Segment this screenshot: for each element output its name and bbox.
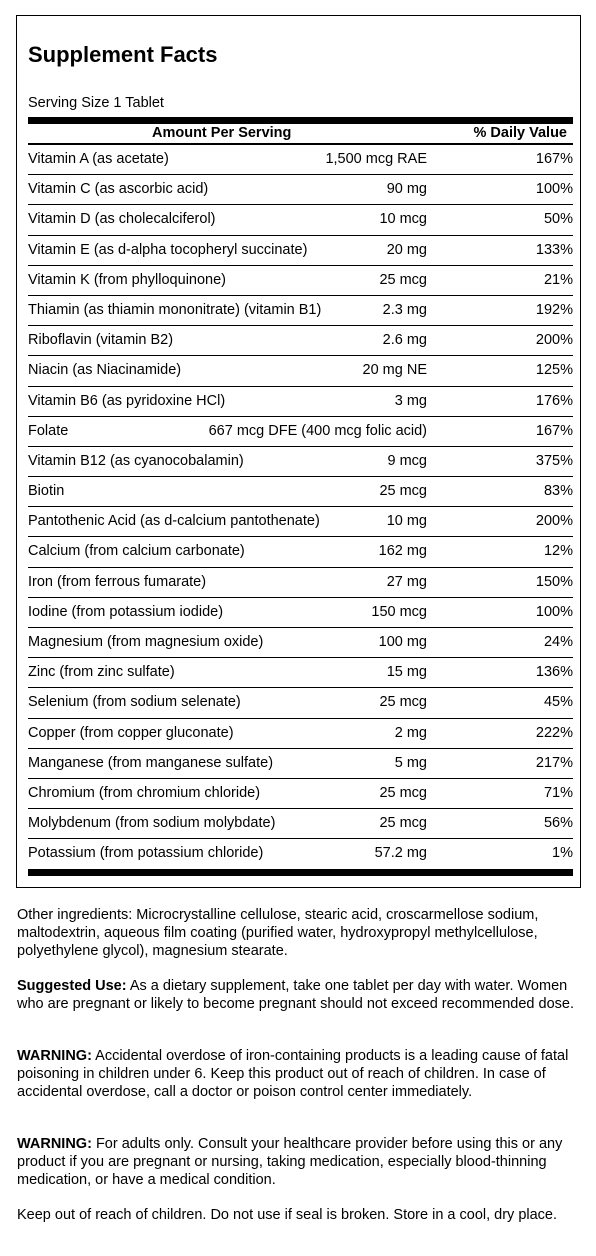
- nutrient-daily-value: 222%: [535, 724, 573, 741]
- table-row: [28, 779, 573, 809]
- table-row: [28, 447, 573, 477]
- nutrient-daily-value: 45%: [543, 694, 573, 711]
- nutrient-name: Biotin: [28, 483, 65, 500]
- table-row: [28, 749, 573, 779]
- warning-adults: [17, 1135, 582, 1189]
- nutrient-amount: 20 mg NE: [362, 362, 427, 379]
- table-row: [28, 809, 573, 839]
- nutrient-name: Iodine (from potassium iodide): [28, 603, 224, 620]
- nutrient-amount: 25 mcg: [379, 483, 427, 500]
- nutrient-amount: 162 mg: [378, 543, 427, 560]
- storage-note: Keep out of reach of children. Do not use if seal is broken. Store in a cool, dry place.: [17, 1207, 558, 1223]
- nutrient-name: Zinc (from zinc sulfate): [28, 664, 175, 681]
- header-daily-value: % Daily Value: [473, 125, 567, 141]
- nutrient-daily-value: 200%: [535, 513, 573, 530]
- thick-rule-bottom: [28, 869, 573, 876]
- nutrient-amount: 3 mg: [394, 392, 427, 409]
- nutrient-daily-value: 136%: [535, 664, 573, 681]
- warning-iron-label: WARNING:: [17, 1048, 92, 1064]
- nutrient-name: Vitamin K (from phylloquinone): [28, 271, 226, 288]
- nutrient-name: Chromium (from chromium chloride): [28, 784, 261, 801]
- warning-adults-text: For adults only. Consult your healthcare provider before using this or any product if you are pregnant or nursing, taking medication, especially blood-thinning medication, or have a medical condition.: [17, 1136, 563, 1188]
- nutrient-daily-value: 12%: [543, 543, 573, 560]
- warning-iron-text: Accidental overdose of iron-containing products is a leading cause of fatal poisoning in children under 6. Keep this product out of reach of children. In case of accidental overdose, call a doctor or poison control center immediately.: [17, 1048, 569, 1100]
- table-row: [28, 568, 573, 598]
- nutrient-daily-value: 83%: [543, 483, 573, 500]
- table-row: [28, 387, 573, 417]
- warning-iron: [17, 1047, 582, 1101]
- nutrient-daily-value: 125%: [535, 362, 573, 379]
- table-row: [28, 628, 573, 658]
- nutrient-daily-value: 21%: [543, 271, 573, 288]
- other-ingredients: Other ingredients: Microcrystalline cellulose, stearic acid, croscarmellose sodium, maltodextrin, aqueous film coating (purified water, hydroxypropyl methylcellulose, polyethylene glycol), magnesium stearate.: [17, 907, 539, 959]
- nutrient-name: Vitamin D (as cholecalciferol): [28, 211, 216, 228]
- nutrient-daily-value: 192%: [535, 301, 573, 318]
- suggested-use-label: Suggested Use:: [17, 978, 127, 994]
- nutrient-name: Vitamin B12 (as cyanocobalamin): [28, 452, 244, 469]
- nutrient-amount: 1,500 mcg RAE: [325, 151, 427, 167]
- table-row: [28, 266, 573, 296]
- nutrient-daily-value: 71%: [543, 784, 573, 801]
- nutrient-amount: 667 mcg DFE (400 mcg folic acid): [208, 422, 427, 439]
- nutrient-daily-value: 24%: [543, 634, 573, 650]
- nutrient-name: Riboflavin (vitamin B2): [28, 332, 174, 349]
- nutrient-amount: 57.2 mg: [374, 845, 427, 862]
- table-row: [28, 417, 573, 447]
- table-row: [28, 145, 573, 175]
- table-row: [28, 236, 573, 266]
- table-row: [28, 507, 573, 537]
- table-row: [28, 326, 573, 356]
- nutrient-name: Iron (from ferrous fumarate): [28, 573, 207, 590]
- nutrient-daily-value: 167%: [535, 151, 573, 167]
- table-row: [28, 719, 573, 749]
- nutrient-amount: 2 mg: [394, 724, 427, 741]
- nutrient-amount: 25 mcg: [379, 271, 427, 288]
- nutrient-amount: 20 mg: [386, 241, 427, 258]
- table-row: [28, 205, 573, 235]
- nutrient-name: Folate: [28, 422, 69, 439]
- table-header: [28, 124, 573, 144]
- nutrient-amount: 27 mg: [386, 573, 427, 590]
- suggested-use: [17, 977, 582, 1013]
- nutrient-daily-value: 176%: [535, 392, 573, 409]
- nutrient-amount: 25 mcg: [379, 815, 427, 832]
- table-row: [28, 356, 573, 386]
- nutrient-amount: 5 mg: [394, 754, 427, 771]
- warning-adults-label: WARNING:: [17, 1136, 92, 1152]
- nutrient-amount: 90 mg: [386, 181, 427, 198]
- nutrient-name: Niacin (as Niacinamide): [28, 362, 182, 379]
- nutrient-daily-value: 50%: [543, 211, 573, 228]
- suggested-use-text: As a dietary supplement, take one tablet per day with water. Women who are pregnant or likely to become pregnant should not exceed recommended dose.: [17, 978, 574, 1012]
- nutrient-rows: [28, 145, 573, 870]
- table-row: [28, 598, 573, 628]
- table-row: [28, 839, 573, 869]
- table-row: [28, 688, 573, 718]
- nutrient-daily-value: 1%: [552, 845, 573, 862]
- nutrient-daily-value: 200%: [535, 332, 573, 349]
- panel-title: Supplement Facts: [28, 42, 218, 67]
- nutrient-name: Vitamin E (as d-alpha tocopheryl succinate): [28, 241, 308, 258]
- nutrient-name: Calcium (from calcium carbonate): [28, 543, 245, 560]
- header-amount-per-serving: Amount Per Serving: [152, 125, 292, 141]
- table-row: [28, 296, 573, 326]
- nutrient-daily-value: 133%: [535, 241, 573, 258]
- nutrient-daily-value: 150%: [535, 573, 573, 590]
- nutrient-name: Pantothenic Acid (as d-calcium pantothenate): [28, 513, 320, 530]
- nutrient-amount: 2.3 mg: [382, 301, 427, 318]
- supplement-facts-panel: [16, 15, 581, 888]
- nutrient-amount: 25 mcg: [379, 694, 427, 711]
- table-row: [28, 537, 573, 567]
- nutrient-amount: 150 mcg: [371, 603, 427, 620]
- nutrient-name: Vitamin C (as ascorbic acid): [28, 181, 209, 198]
- nutrient-name: Vitamin B6 (as pyridoxine HCl): [28, 392, 226, 409]
- nutrient-amount: 15 mg: [386, 664, 427, 681]
- nutrient-name: Thiamin (as thiamin mononitrate) (vitamin B1): [28, 301, 322, 318]
- nutrient-name: Magnesium (from magnesium oxide): [28, 634, 264, 650]
- thick-rule-top: [28, 117, 573, 124]
- nutrient-name: Copper (from copper gluconate): [28, 724, 234, 741]
- table-row: [28, 658, 573, 688]
- nutrient-name: Selenium (from sodium selenate): [28, 694, 241, 711]
- nutrient-amount: 100 mg: [378, 634, 427, 650]
- nutrient-daily-value: 56%: [543, 815, 573, 832]
- nutrient-daily-value: 100%: [535, 181, 573, 198]
- nutrient-amount: 10 mg: [386, 513, 427, 530]
- table-row: [28, 175, 573, 205]
- nutrient-daily-value: 375%: [535, 452, 573, 469]
- nutrient-name: Manganese (from manganese sulfate): [28, 754, 274, 771]
- nutrient-name: Potassium (from potassium chloride): [28, 845, 264, 862]
- nutrient-name: Molybdenum (from sodium molybdate): [28, 815, 276, 832]
- nutrient-name: Vitamin A (as acetate): [28, 151, 169, 167]
- nutrient-daily-value: 217%: [535, 754, 573, 771]
- nutrient-amount: 9 mcg: [387, 452, 427, 469]
- table-row: [28, 477, 573, 507]
- serving-size: Serving Size 1 Tablet: [28, 95, 164, 111]
- nutrient-amount: 2.6 mg: [382, 332, 427, 349]
- nutrient-amount: 25 mcg: [379, 784, 427, 801]
- nutrient-amount: 10 mcg: [379, 211, 427, 228]
- nutrient-daily-value: 100%: [535, 603, 573, 620]
- nutrient-daily-value: 167%: [535, 422, 573, 439]
